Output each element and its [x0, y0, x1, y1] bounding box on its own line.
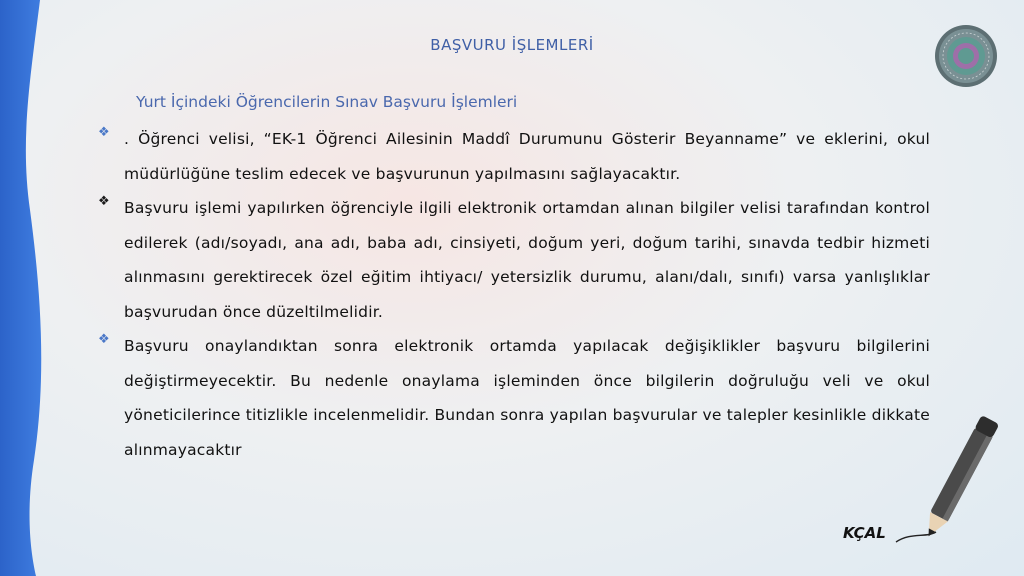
- bullet-item-3: [98, 329, 930, 467]
- bullet-text: Başvuru işlemi yapılırken öğrenciyle ilgili elektronik ortamdan alınan bilgiler velisi tarafından kontrol edilerek (adı/soyadı, ana adı, baba adı, cinsiyeti, doğum yeri, doğum tarihi, sınavda tedbir hizmeti alınmasını gerektirecek özel eğitim ihtiyacı/ yetersizlik durumu, alanı/dalı, sınıfı) varsa yanlışlıklar başvurudan önce düzeltilmelidir.: [124, 199, 930, 321]
- left-decorative-band: [0, 0, 60, 576]
- diamond-bullet-icon: ❖: [98, 332, 110, 347]
- author-signature: KÇAL: [843, 524, 886, 542]
- slide-subtitle: Yurt İçindeki Öğrencilerin Sınav Başvuru İşlemleri: [136, 93, 518, 111]
- bullet-item-1: [98, 122, 930, 191]
- school-logo-seal: [934, 24, 998, 88]
- bullet-list: [98, 122, 930, 467]
- slide-title: BAŞVURU İŞLEMLERİ: [430, 36, 594, 54]
- bullet-item-2: [98, 191, 930, 329]
- diamond-bullet-icon: ❖: [98, 194, 110, 209]
- diamond-bullet-icon: ❖: [98, 125, 110, 140]
- bullet-text: . Öğrenci velisi, “EK-1 Öğrenci Ailesinin Maddî Durumunu Gösterir Beyanname” ve eklerini, okul müdürlüğüne teslim edecek ve başvurunun yapılmasını sağlayacaktır.: [124, 130, 930, 183]
- bullet-text: Başvuru onaylandıktan sonra elektronik ortamda yapılacak değişiklikler başvuru bilgilerini değiştirmeyecektir. Bu nedenle onaylama işleminden önce bilgilerin doğruluğu veli ve okul yöneticilerince titizlikle incelenmelidir. Bundan sonra yapılan başvurular ve talepler kesinlikle dikkate alınmayacaktır: [124, 337, 930, 459]
